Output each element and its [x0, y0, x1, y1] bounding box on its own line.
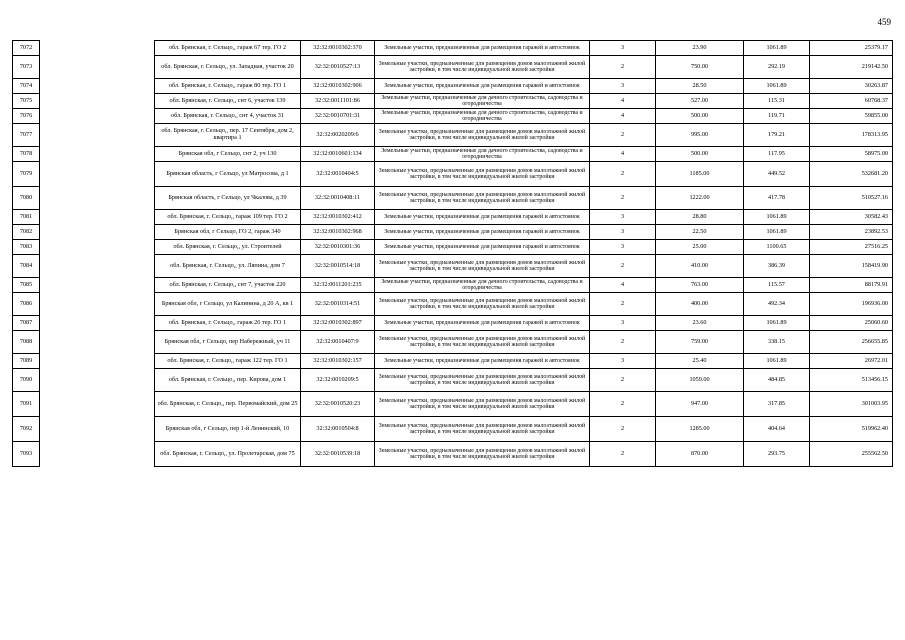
cadastral-number-cell: 32:32:0010404:5: [301, 162, 375, 187]
address-cell: обл. Брянская, г. Сельцо,, гараж 67 тер. ГО 2: [155, 41, 301, 56]
row-number: [13, 316, 40, 331]
table-row: [155, 94, 893, 109]
table-row: [155, 369, 893, 392]
area-cell: 750.00: [656, 56, 744, 79]
area-cell: 400.00: [656, 293, 744, 316]
cadastral-value-cell: 178313.95: [810, 124, 893, 147]
cadastral-value-cell: 23892.53: [810, 225, 893, 240]
address-cell: обл. Брянская, г. Сельцо,, ул. Ляпина, дом 7: [155, 255, 301, 278]
table-row: [155, 442, 893, 467]
group-cell: 2: [590, 56, 656, 79]
address-cell: Брянская обл, г Сельцо, пер Набережный, уч 11: [155, 331, 301, 354]
cadastral-number-cell: 32:32:0010527:13: [301, 56, 375, 79]
land-use-cell: Земельные участки, предназначенные для размещения домов малоэтажной жилой застройки, в том числе индивидуальной жилой застройки: [375, 417, 590, 442]
address-cell: обл. Брянская, г. Сельцо,, ул. Строителей: [155, 240, 301, 255]
area-cell: 527.00: [656, 94, 744, 109]
rate-cell: 1061.89: [744, 79, 810, 94]
cadastral-number-cell: 32:32:0010701:31: [301, 109, 375, 124]
land-use-cell: Земельные участки, предназначенные для размещения гаражей и автостоянок: [375, 354, 590, 369]
row-number-cell: 7084: [13, 255, 40, 278]
land-use-cell: Земельные участки, предназначенные для дачного строительства, садоводства и огородничества: [375, 94, 590, 109]
rate-cell: 293.75: [744, 442, 810, 467]
rate-cell: 115.57: [744, 278, 810, 293]
address-cell: Брянская обл, г Сельцо, пер 1-й Ленинский, 10: [155, 417, 301, 442]
table-row: [155, 162, 893, 187]
group-cell: 4: [590, 94, 656, 109]
row-number: [13, 278, 40, 293]
land-use-cell: Земельные участки, предназначенные для дачного строительства, садоводства и огородничества: [375, 147, 590, 162]
row-number: [13, 94, 40, 109]
address-cell: обл. Брянская, г. Сельцо,, снт 7, участок 220: [155, 278, 301, 293]
area-cell: 25.00: [656, 240, 744, 255]
table-row: [155, 147, 893, 162]
land-use-cell: Земельные участки, предназначенные для размещения домов малоэтажной жилой застройки, в том числе индивидуальной жилой застройки: [375, 331, 590, 354]
group-cell: 3: [590, 240, 656, 255]
row-number-cell: 7077: [13, 124, 40, 147]
rate-cell: 292.19: [744, 56, 810, 79]
group-cell: 2: [590, 255, 656, 278]
cadastral-number-cell: 32:32:0010408:11: [301, 187, 375, 210]
row-number-cell: 7088: [13, 331, 40, 354]
group-cell: 3: [590, 41, 656, 56]
area-cell: 500.00: [656, 147, 744, 162]
cadastral-value-cell: 25379.17: [810, 41, 893, 56]
address-cell: обл. Брянская, г. Сельцо,, гараж 122 тер. ГО 1: [155, 354, 301, 369]
row-number: [13, 255, 40, 278]
row-number: [13, 369, 40, 392]
rate-cell: 1100.65: [744, 240, 810, 255]
table-row: [155, 210, 893, 225]
cadastral-number-cell: 32:32:0010539:18: [301, 442, 375, 467]
rate-cell: 492.34: [744, 293, 810, 316]
cadastral-value-cell: 26972.01: [810, 354, 893, 369]
group-cell: 3: [590, 79, 656, 94]
row-number: [13, 442, 40, 467]
cadastral-number-cell: 32:32:0010302:906: [301, 79, 375, 94]
row-number-cell: 7073: [13, 56, 40, 79]
row-number: [13, 354, 40, 369]
group-cell: 2: [590, 331, 656, 354]
row-number-cell: 7087: [13, 316, 40, 331]
table-row: [155, 278, 893, 293]
table-row: [155, 331, 893, 354]
row-number: [13, 210, 40, 225]
land-use-cell: Земельные участки, предназначенные для размещения гаражей и автостоянок: [375, 316, 590, 331]
row-number-cell: 7076: [13, 109, 40, 124]
page-number: 459: [877, 17, 891, 27]
cadastral-number-cell: 32:32:0020209:6: [301, 124, 375, 147]
row-number: [13, 392, 40, 417]
row-number-cell: 7079: [13, 162, 40, 187]
group-cell: 2: [590, 162, 656, 187]
land-use-cell: Земельные участки, предназначенные для размещения домов малоэтажной жилой застройки, в том числе индивидуальной жилой застройки: [375, 124, 590, 147]
group-cell: 2: [590, 392, 656, 417]
row-number-cell: 7074: [13, 79, 40, 94]
land-use-cell: Земельные участки, предназначенные для размещения домов малоэтажной жилой застройки, в том числе индивидуальной жилой застройки: [375, 255, 590, 278]
land-use-cell: Земельные участки, предназначенные для размещения домов малоэтажной жилой застройки, в том числе индивидуальной жилой застройки: [375, 187, 590, 210]
land-use-cell: Земельные участки, предназначенные для размещения гаражей и автостоянок: [375, 225, 590, 240]
cadastral-value-cell: 30582.43: [810, 210, 893, 225]
group-cell: 4: [590, 147, 656, 162]
row-number-cell: 7092: [13, 417, 40, 442]
row-number: [13, 124, 40, 147]
row-number-cell: 7072: [13, 41, 40, 56]
row-number: [13, 147, 40, 162]
group-cell: 3: [590, 354, 656, 369]
cadastral-value-cell: 58975.00: [810, 147, 893, 162]
land-use-cell: Земельные участки, предназначенные для размещения гаражей и автостоянок: [375, 210, 590, 225]
area-cell: 1285.00: [656, 417, 744, 442]
address-cell: обл. Брянская, г. Сельцо,, гараж 80 тер. ГО 1: [155, 79, 301, 94]
address-cell: обл. Брянская, г. Сельцо,, гараж 26 тер. ГО 1: [155, 316, 301, 331]
row-number-column: [12, 40, 40, 467]
group-cell: 3: [590, 210, 656, 225]
rate-cell: 1061.89: [744, 316, 810, 331]
table-row: [155, 79, 893, 94]
cadastral-number-cell: 32:32:0010302:157: [301, 354, 375, 369]
address-cell: обл. Брянская, г. Сельцо,, пер. 17 Сентября, дом 2, квартира 1: [155, 124, 301, 147]
table-row: [155, 240, 893, 255]
cadastral-number-cell: 32:32:0010302:412: [301, 210, 375, 225]
address-cell: Брянская область, г Сельцо, ул Чкалова, д 39: [155, 187, 301, 210]
land-use-cell: Земельные участки, предназначенные для размещения домов малоэтажной жилой застройки, в том числе индивидуальной жилой застройки: [375, 293, 590, 316]
table-row: [155, 109, 893, 124]
group-cell: 2: [590, 369, 656, 392]
land-use-cell: Земельные участки, предназначенные для размещения гаражей и автостоянок: [375, 41, 590, 56]
row-number-cell: 7093: [13, 442, 40, 467]
land-use-cell: Земельные участки, предназначенные для размещения домов малоэтажной жилой застройки, в том числе индивидуальной жилой застройки: [375, 392, 590, 417]
address-cell: обл. Брянская, г. Сельцо,, пер. Кирова, дом 1: [155, 369, 301, 392]
land-use-cell: Земельные участки, предназначенные для размещения гаражей и автостоянок: [375, 79, 590, 94]
table-row: [155, 187, 893, 210]
cadastral-value-cell: 59855.00: [810, 109, 893, 124]
area-cell: 763.00: [656, 278, 744, 293]
rate-cell: 386.39: [744, 255, 810, 278]
table-row: [155, 41, 893, 56]
area-cell: 1185.00: [656, 162, 744, 187]
group-cell: 4: [590, 278, 656, 293]
area-cell: 22.50: [656, 225, 744, 240]
area-cell: 23.60: [656, 316, 744, 331]
address-cell: обл. Брянская, г. Сельцо,, пер. Первомайский, дом 25: [155, 392, 301, 417]
table-row: [155, 417, 893, 442]
address-cell: обл. Брянская, г. Сельцо,, ул. Пролетарская, дом 75: [155, 442, 301, 467]
rate-cell: 1061.89: [744, 354, 810, 369]
cadastral-value-cell: 255562.50: [810, 442, 893, 467]
rate-cell: 179.21: [744, 124, 810, 147]
group-cell: 2: [590, 187, 656, 210]
address-cell: Брянская обл, г Сельцо, ул Калинина, д 20 А, кв 1: [155, 293, 301, 316]
row-number-cell: 7086: [13, 293, 40, 316]
land-use-cell: Земельные участки, предназначенные для размещения домов малоэтажной жилой застройки, в том числе индивидуальной жилой застройки: [375, 56, 590, 79]
cadastral-value-cell: 25060.60: [810, 316, 893, 331]
table-row: [155, 316, 893, 331]
cadastral-value-cell: 301003.95: [810, 392, 893, 417]
cadastral-number-cell: 32:32:0010302:897: [301, 316, 375, 331]
row-number: [13, 79, 40, 94]
cadastral-number-cell: 32:32:0011101:86: [301, 94, 375, 109]
group-cell: 3: [590, 225, 656, 240]
address-cell: обл. Брянская, г. Сельцо,, снт 4, участок 31: [155, 109, 301, 124]
land-use-cell: Земельные участки, предназначенные для размещения гаражей и автостоянок: [375, 240, 590, 255]
row-number-cell: 7091: [13, 392, 40, 417]
row-number-cell: 7090: [13, 369, 40, 392]
rate-cell: 115.31: [744, 94, 810, 109]
row-number-cell: 7082: [13, 225, 40, 240]
cadastral-number-cell: 32:32:0010302:968: [301, 225, 375, 240]
cadastral-number-cell: 32:32:0010302:370: [301, 41, 375, 56]
group-cell: 2: [590, 293, 656, 316]
area-cell: 1059.00: [656, 369, 744, 392]
cadastral-value-cell: 30263.87: [810, 79, 893, 94]
group-cell: 4: [590, 109, 656, 124]
area-cell: 28.50: [656, 79, 744, 94]
rate-cell: 404.64: [744, 417, 810, 442]
cadastral-value-cell: 27516.25: [810, 240, 893, 255]
group-cell: 2: [590, 417, 656, 442]
row-number: [13, 41, 40, 56]
cadastral-value-cell: 510527.16: [810, 187, 893, 210]
row-number: [13, 56, 40, 79]
rate-cell: 417.78: [744, 187, 810, 210]
table-row: [155, 225, 893, 240]
group-cell: 3: [590, 316, 656, 331]
table-row: [155, 255, 893, 278]
cadastral-number-cell: 32:32:0010514:18: [301, 255, 375, 278]
rate-cell: 317.85: [744, 392, 810, 417]
area-cell: 947.00: [656, 392, 744, 417]
cadastral-value-cell: 256655.85: [810, 331, 893, 354]
rate-cell: 1061.89: [744, 225, 810, 240]
land-use-cell: Земельные участки, предназначенные для размещения домов малоэтажной жилой застройки, в том числе индивидуальной жилой застройки: [375, 162, 590, 187]
rate-cell: 338.15: [744, 331, 810, 354]
rate-cell: 484.85: [744, 369, 810, 392]
row-number: [13, 293, 40, 316]
table-row: [155, 56, 893, 79]
address-cell: Брянская обл, г Сельцо, ГО 2, гараж 340: [155, 225, 301, 240]
area-cell: 28.80: [656, 210, 744, 225]
cadastral-value-cell: 532681.20: [810, 162, 893, 187]
cadastral-number-cell: 32:32:0010209:5: [301, 369, 375, 392]
area-cell: 500.00: [656, 109, 744, 124]
row-number-cell: 7078: [13, 147, 40, 162]
row-number: [13, 417, 40, 442]
cadastral-value-cell: 519962.40: [810, 417, 893, 442]
table-row: [155, 392, 893, 417]
address-cell: Брянская область, г Сельцо, ул Матросова, д 1: [155, 162, 301, 187]
row-number-cell: 7081: [13, 210, 40, 225]
area-cell: 25.40: [656, 354, 744, 369]
row-number: [13, 162, 40, 187]
area-cell: 995.00: [656, 124, 744, 147]
group-cell: 2: [590, 124, 656, 147]
rate-cell: 1061.89: [744, 210, 810, 225]
land-use-cell: Земельные участки, предназначенные для размещения домов малоэтажной жилой застройки, в том числе индивидуальной жилой застройки: [375, 442, 590, 467]
cadastral-number-cell: 32:32:0010407:9: [301, 331, 375, 354]
cadastral-value-cell: 196936.00: [810, 293, 893, 316]
rate-cell: 117.95: [744, 147, 810, 162]
row-number-cell: 7085: [13, 278, 40, 293]
row-number-cell: 7080: [13, 187, 40, 210]
row-number: [13, 187, 40, 210]
cadastral-value-cell: 158419.90: [810, 255, 893, 278]
area-cell: 1222.00: [656, 187, 744, 210]
area-cell: 410.00: [656, 255, 744, 278]
area-cell: 759.00: [656, 331, 744, 354]
table-row: [155, 293, 893, 316]
land-use-cell: Земельные участки, предназначенные для размещения домов малоэтажной жилой застройки, в том числе индивидуальной жилой застройки: [375, 369, 590, 392]
rate-cell: 119.71: [744, 109, 810, 124]
row-number: [13, 240, 40, 255]
row-number: [13, 331, 40, 354]
cadastral-number-cell: 32:32:0010314:51: [301, 293, 375, 316]
cadastral-number-cell: 32:32:0010601:134: [301, 147, 375, 162]
land-parcels-table: [154, 40, 893, 467]
table-row: [155, 354, 893, 369]
area-cell: 23.90: [656, 41, 744, 56]
row-number-cell: 7083: [13, 240, 40, 255]
land-use-cell: Земельные участки, предназначенные для дачного строительства, садоводства и огородничества: [375, 278, 590, 293]
table-row: [155, 124, 893, 147]
address-cell: обл. Брянская, г. Сельцо,, ул. Западная, участок 20: [155, 56, 301, 79]
cadastral-value-cell: 88179.91: [810, 278, 893, 293]
group-cell: 2: [590, 442, 656, 467]
cadastral-number-cell: 32:32:0011201:235: [301, 278, 375, 293]
row-number: [13, 225, 40, 240]
address-cell: обл. Брянская, г. Сельцо,, снт 6, участок 139: [155, 94, 301, 109]
row-number-cell: 7089: [13, 354, 40, 369]
row-number: [13, 109, 40, 124]
row-number-cell: 7075: [13, 94, 40, 109]
cadastral-number-cell: 32:32:0010520:23: [301, 392, 375, 417]
address-cell: обл. Брянская, г. Сельцо,, гараж 109 тер. ГО 2: [155, 210, 301, 225]
rate-cell: 1061.89: [744, 41, 810, 56]
area-cell: 870.00: [656, 442, 744, 467]
cadastral-value-cell: 513456.15: [810, 369, 893, 392]
cadastral-value-cell: 60768.37: [810, 94, 893, 109]
rate-cell: 449.52: [744, 162, 810, 187]
cadastral-value-cell: 219142.50: [810, 56, 893, 79]
cadastral-number-cell: 32:32:0010504:8: [301, 417, 375, 442]
address-cell: Брянская обл, г Сельцо, снт 2, уч 130: [155, 147, 301, 162]
cadastral-number-cell: 32:32:0010301:36: [301, 240, 375, 255]
land-use-cell: Земельные участки, предназначенные для дачного строительства, садоводства и огородничества: [375, 109, 590, 124]
